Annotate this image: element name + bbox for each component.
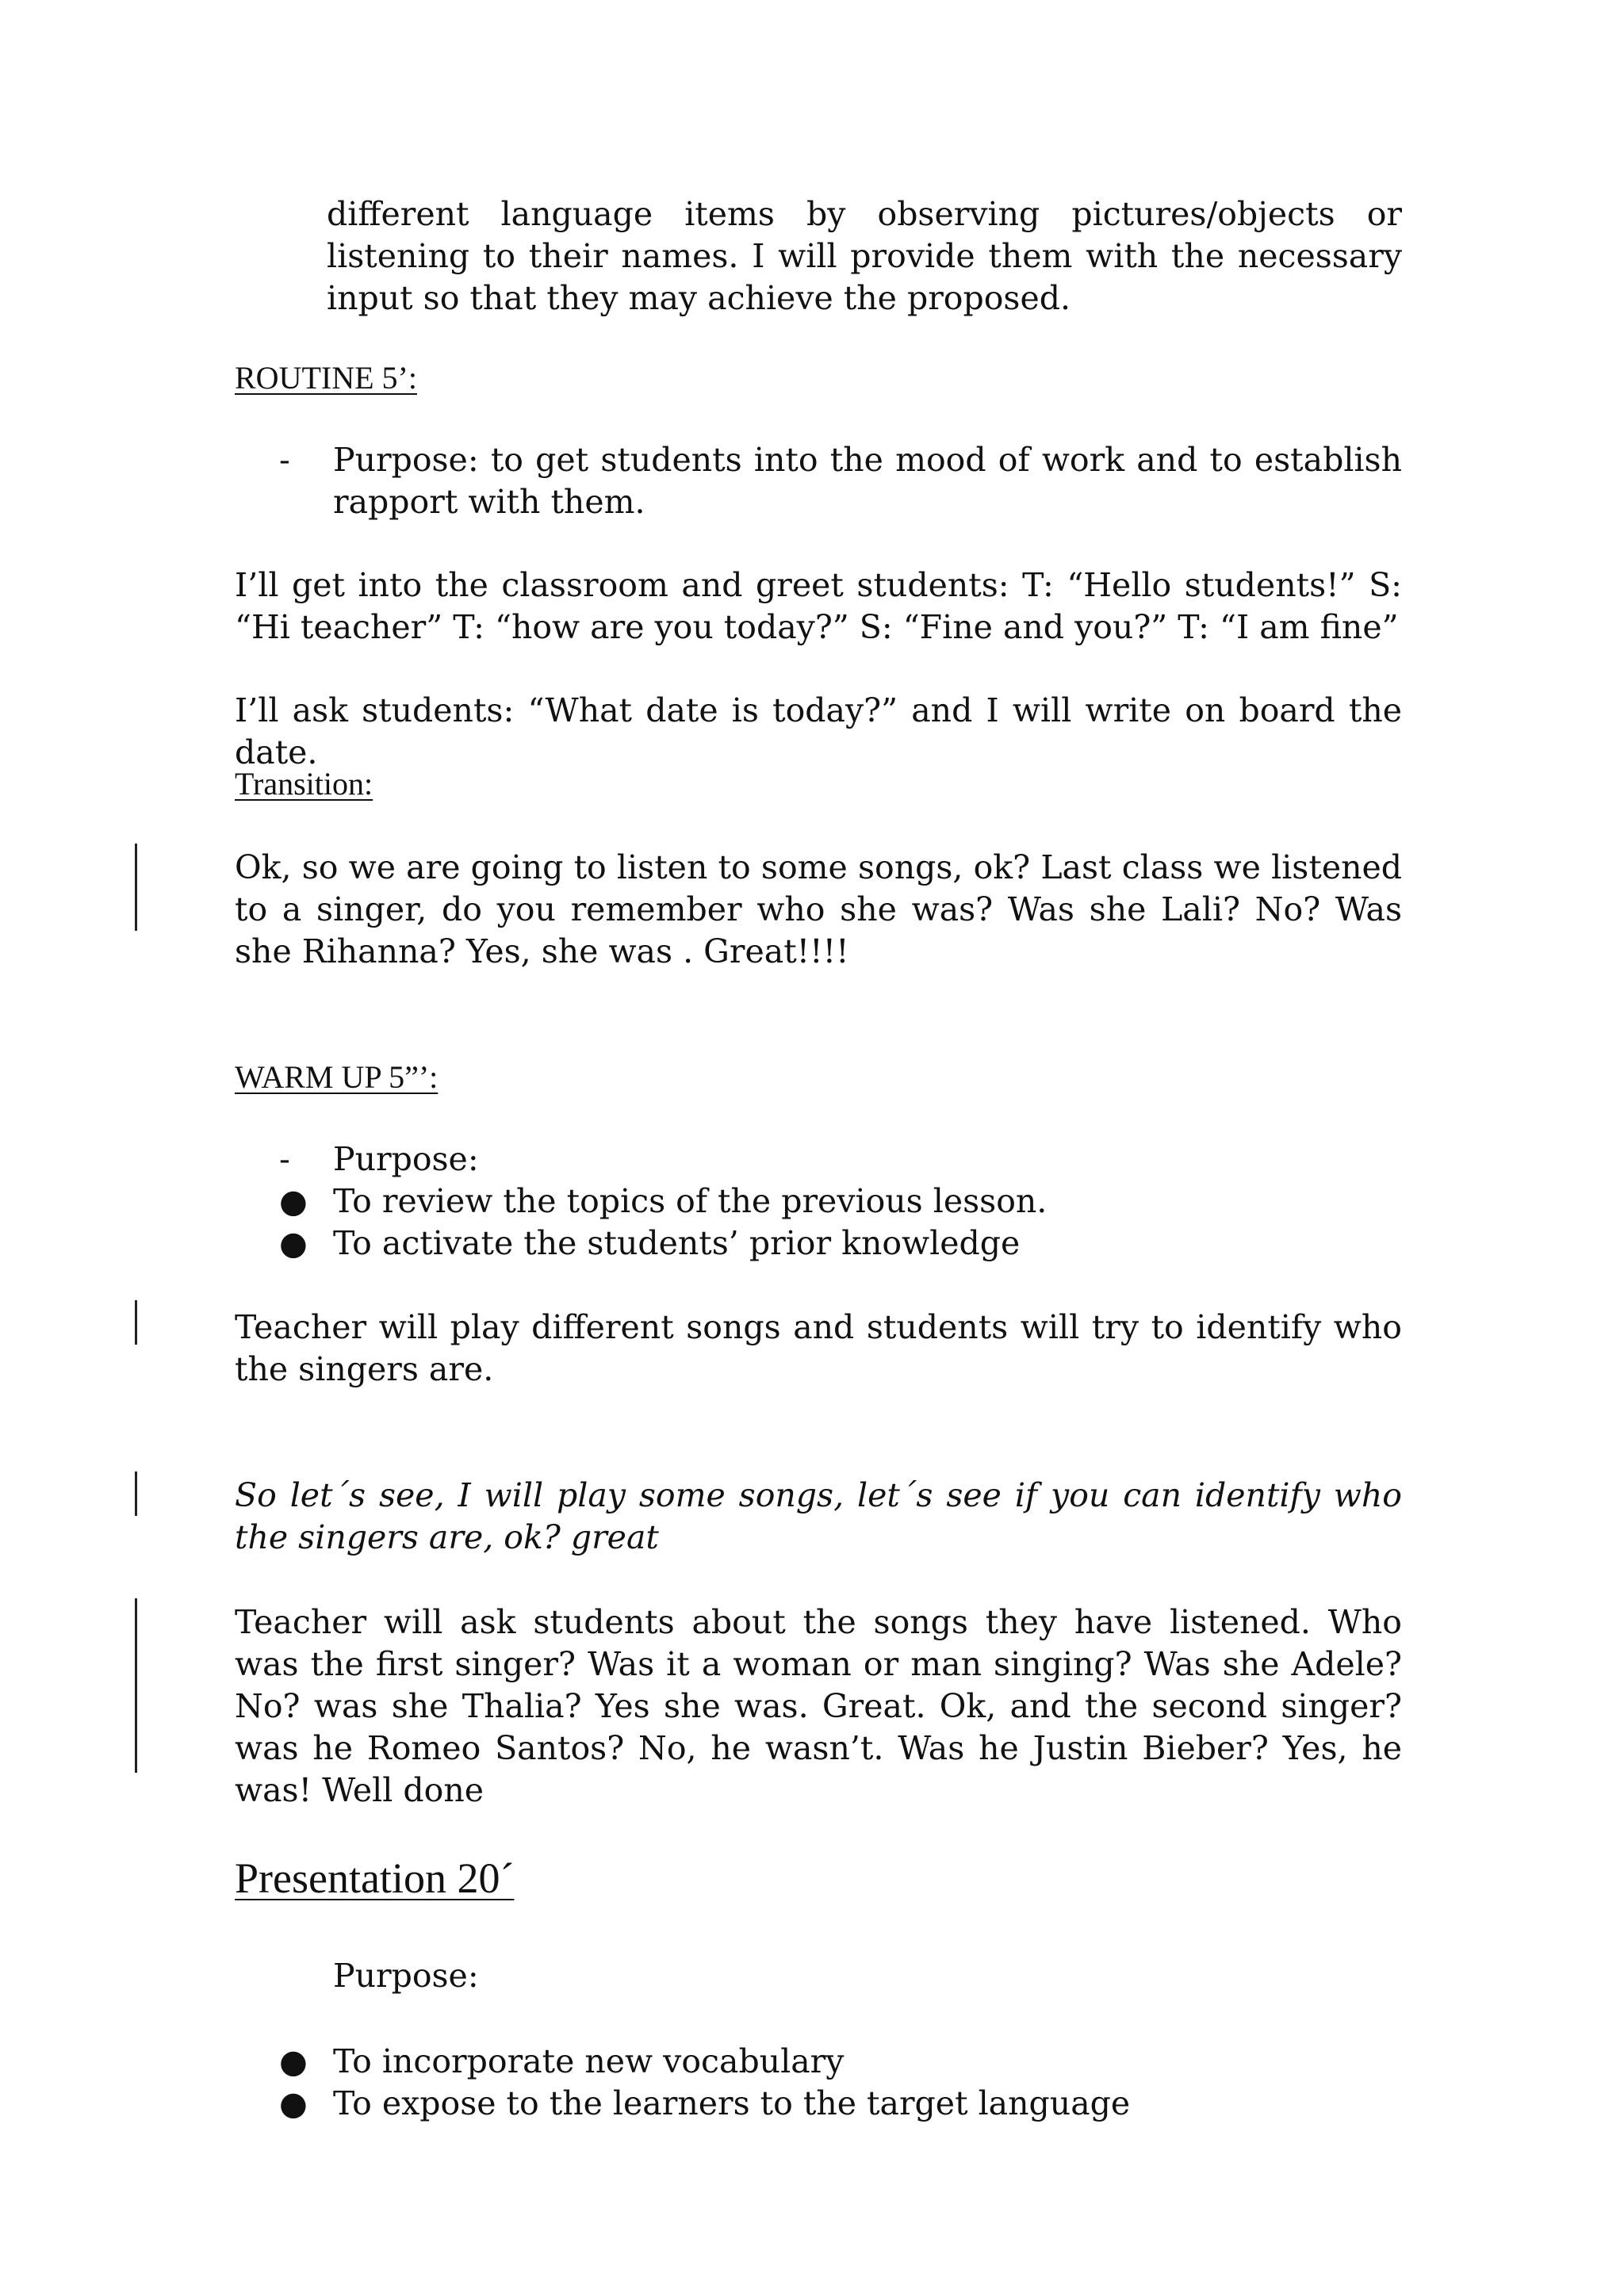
bullet-marker: ●: [279, 2042, 308, 2080]
routine-purpose-text: Purpose: to get students into the mood of work and to establish rapport with them.: [333, 441, 1402, 521]
dash-marker: -: [279, 1140, 290, 1178]
intro-paragraph: different language items by observing pictures/objects or listening to their names. I will provide them with the necessary input so that they may achieve the proposed.: [327, 195, 1402, 317]
transition-heading: Transition:: [235, 766, 373, 802]
bullet-marker: ●: [279, 2084, 308, 2122]
routine-purpose-item: [279, 439, 1402, 523]
presentation-heading: Presentation 20´: [235, 1854, 515, 1902]
warm-up-questions-paragraph: Teacher will ask students about the songs they have listened. Who was the first singer? Was it a woman or man singing? Was she Adele? No? was she Thalia? Yes she was. Great. Ok, and the second singer? was he Romeo Santos? No, he wasn’t. Was he Justin Bieber? Yes, he was! Well done: [235, 1603, 1402, 1809]
change-bar: [135, 1471, 137, 1516]
warm-up-bullet-text: To review the topics of the previous lesson.: [333, 1182, 1048, 1220]
presentation-bullet-text: To expose to the learners to the target language: [333, 2084, 1131, 2122]
dash-marker: -: [279, 441, 290, 479]
warm-up-heading: WARM UP 5”’:: [235, 1059, 439, 1095]
change-bar: [135, 1598, 137, 1773]
change-bar: [135, 1300, 137, 1345]
routine-greeting-paragraph: I’ll get into the classroom and greet students: T: “Hello students!” S: “Hi teacher” T: “how are you today?” S: “Fine and you?” T: “I am fine”: [235, 566, 1402, 646]
presentation-bullet-item: [279, 2083, 1402, 2125]
warm-up-bullet-item: [279, 1223, 1402, 1265]
presentation-bullet-text: To incorporate new vocabulary: [333, 2042, 845, 2080]
bullet-marker: ●: [279, 1224, 308, 1262]
routine-date-paragraph: I’ll ask students: “What date is today?” and I will write on board the date.: [235, 691, 1402, 771]
warm-up-purpose-label: Purpose:: [333, 1140, 479, 1178]
warm-up-quote-paragraph: So let´s see, I will play some songs, let´s see if you can identify who the singers are, ok? great: [235, 1476, 1402, 1556]
warm-up-songs-paragraph: Teacher will play different songs and students will try to identify who the singers are.: [235, 1308, 1402, 1388]
bullet-marker: ●: [279, 1182, 308, 1220]
presentation-bullet-item: [279, 2041, 1402, 2083]
transition-paragraph: Ok, so we are going to listen to some songs, ok? Last class we listened to a singer, do you remember who she was? Was she Lali? No? Was she Rihanna? Yes, she was . Great!!!!: [235, 848, 1402, 970]
warm-up-purpose-line: [279, 1138, 1402, 1181]
warm-up-bullet-text: To activate the students’ prior knowledge: [333, 1224, 1021, 1262]
change-bar: [135, 844, 137, 931]
presentation-purpose-label: Purpose:: [333, 1957, 479, 1995]
routine-heading: ROUTINE 5’:: [235, 360, 417, 396]
warm-up-bullet-item: [279, 1181, 1402, 1223]
